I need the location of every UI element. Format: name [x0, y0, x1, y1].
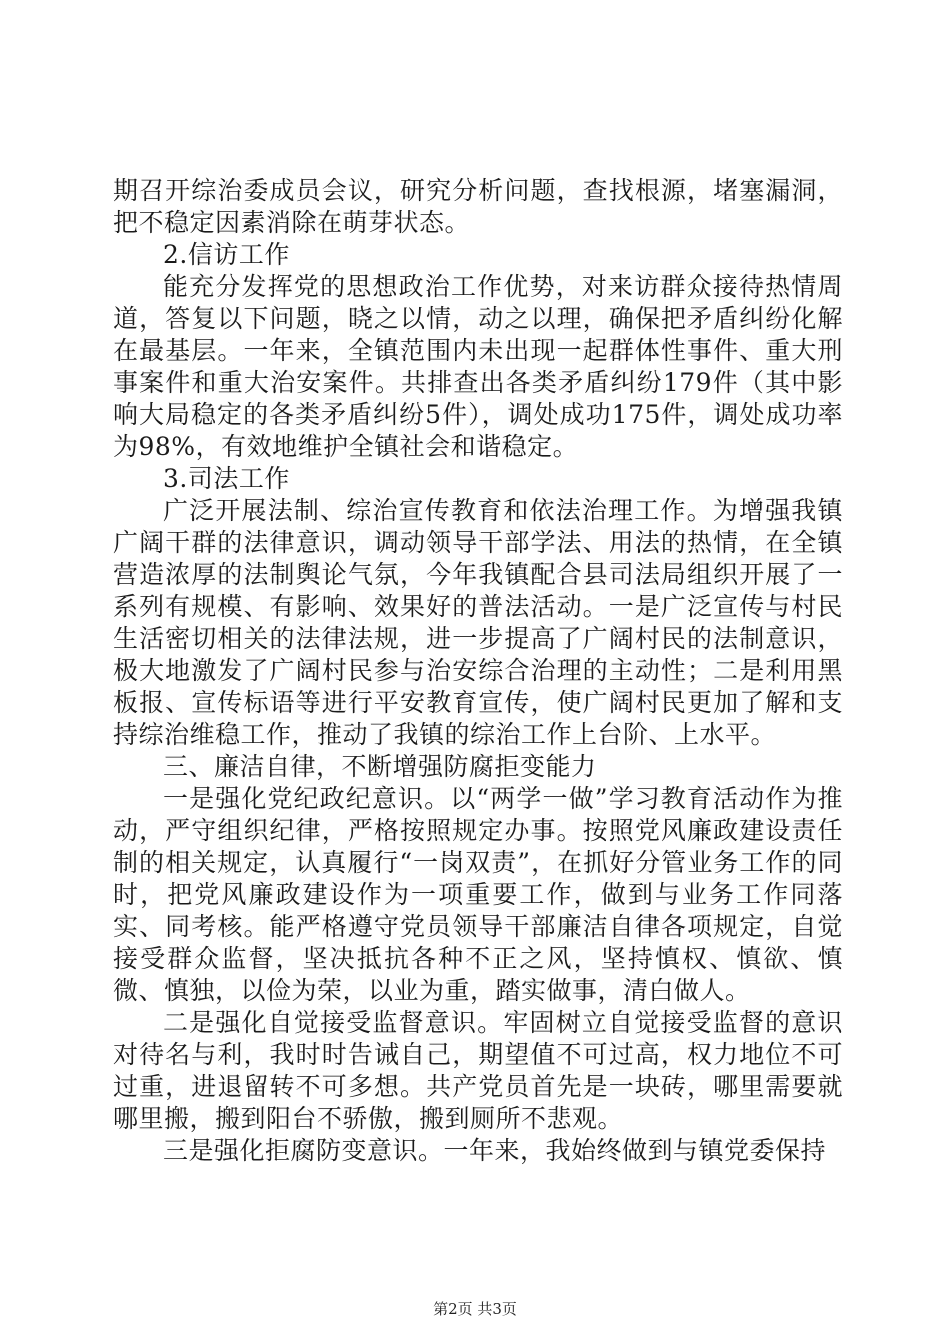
paragraph-discipline: 一是强化党纪政纪意识。以“两学一做”学习教育活动作为推动，严守组织纪律，严格按照规定办事。按照党风廉政建设责任制的相关规定，认真履行“一岗双责”，在抓好分管业务工作的同时，把党风廉政建设作为一项重要工作，做到与业务工作同落实、同考核。能严格遵守党员领导干部廉洁自律各项规定，自觉接受群众监督，坚决抵抗各种不正之风，坚持慎权、慎欲、慎微、慎独，以俭为荣，以业为重，踏实做事，清白做人。	[113, 784, 843, 1005]
paragraph-anti-corruption: 三是强化拒腐防变意识。一年来，我始终做到与镇党委保持	[163, 1136, 827, 1165]
paragraph-1: 期召开综治委成员会议，研究分析问题，查找根源，堵塞漏洞，把不稳定因素消除在萌芽状态。	[113, 176, 843, 237]
heading-integrity: 三、廉洁自律，不断增强防腐拒变能力	[163, 752, 597, 781]
page-footer	[0, 1298, 950, 1319]
paragraph-petition: 能充分发挥党的思想政治工作优势，对来访群众接待热情周道，答复以下问题，晓之以情，动之以理，确保把矛盾纠纷化解在最基层。一年来，全镇范围内未出现一起群体性事件、重大刑事案件和重大治安案件。共排查出各类矛盾纠纷179件（其中影响大局稳定的各类矛盾纠纷5件），调处成功175件，调处成功率为98%，有效地维护全镇社会和谐稳定。	[113, 272, 843, 461]
document-body	[113, 175, 843, 1167]
heading-judicial-work: 3.司法工作	[163, 464, 290, 493]
heading-petition-work: 2.信访工作	[163, 240, 290, 269]
paragraph-judicial: 广泛开展法制、综治宣传教育和依法治理工作。为增强我镇广阔干群的法律意识，调动领导干部学法、用法的热情，在全镇营造浓厚的法制舆论气氛，今年我镇配合县司法局组织开展了一系列有规模、有影响、效果好的普法活动。一是广泛宣传与村民生活密切相关的法律法规，进一步提高了广阔村民的法制意识，极大地激发了广阔村民参与治安综合治理的主动性；二是利用黑板报、宣传标语等进行平安教育宣传，使广阔村民更加了解和支持综治维稳工作，推动了我镇的综治工作上台阶、上水平。	[113, 496, 843, 749]
paragraph-supervision: 二是强化自觉接受监督意识。牢固树立自觉接受监督的意识对待名与利，我时时告诫自己，期望值不可过高，权力地位不可过重，进退留转不可多想。共产党员首先是一块砖，哪里需要就哪里搬，搬到阳台不骄傲，搬到厕所不悲观。	[113, 1008, 843, 1133]
page-number-label: 第2页 共3页	[433, 1300, 517, 1318]
